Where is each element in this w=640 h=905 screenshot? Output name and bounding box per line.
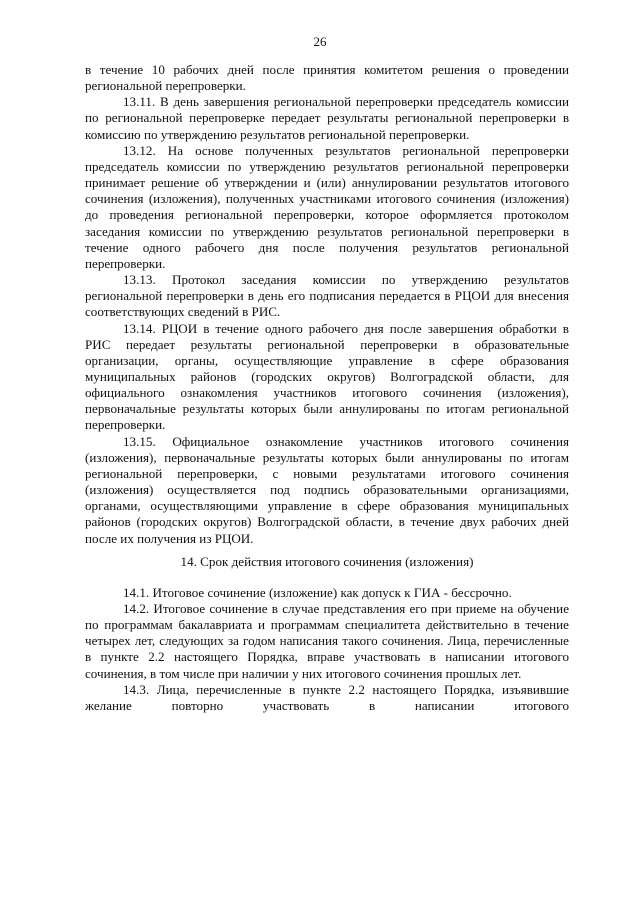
paragraph-continuation: в течение 10 рабочих дней после принятия комитетом решения о проведении региональной перепроверки. [85,62,569,94]
paragraph-13-12: 13.12. На основе полученных результатов региональной перепроверки председатель комиссии по утверждению результатов региональной перепроверки принимает решение об утверждении и (или) аннулировании результатов итогового сочинения (изложения), полученных участниками итогового сочинения (изложения) до проведения региональной перепроверки, которое оформляется протоколом заседания комиссии по утверждению результатов региональной перепроверки в течение одного рабочего дня после получения результатов региональной перепроверки. [85,142,569,271]
page-number: 26 [313,34,327,49]
paragraph-13-11: 13.11. В день завершения региональной перепроверки председатель комиссии по региональной перепроверке передает результаты региональной перепроверки в комиссию по утверждению результатов региональной перепроверки. [85,94,569,142]
section-heading: 14. Срок действия итогового сочинения (изложения) [180,553,474,569]
paragraph-14-1: 14.1. Итоговое сочинение (изложение) как допуск к ГИА - бессрочно. [123,584,512,600]
paragraph-13-14: 13.14. РЦОИ в течение одного рабочего дня после завершения обработки в РИС передает результаты региональной перепроверки в образовательные организации, органы, осуществляющие управление в сфере образования муниципальных районов (городских округов) Волгоградской области, для официального ознакомления участников итогового сочинения (изложения), первоначальные результаты которых были аннулированы по итогам региональной перепроверки. [85,320,569,433]
paragraph-13-15: 13.15. Официальное ознакомление участников итогового сочинения (изложения), первоначальные результаты которых были аннулированы по итогам региональной перепроверки, с новыми результатами итогового сочинения (изложения) осуществляется под подпись образовательными организациями, органами, осуществляющими управление в сфере образования муниципальных районов (городских округов) Волгоградской области, в течение двух рабочих дней после их получения из РЦОИ. [85,433,569,546]
paragraph-14-3: 14.3. Лица, перечисленные в пункте 2.2 настоящего Порядка, изъявившие желание повторно участвовать в написании итогового [85,681,569,713]
paragraph-13-13: 13.13. Протокол заседания комиссии по утверждению результатов региональной перепроверки в день его подписания передается в РЦОИ для внесения соответствующих сведений в РИС. [85,272,569,320]
paragraph-14-2: 14.2. Итоговое сочинение в случае представления его при приеме на обучение по программам бакалавриата и программам специалитета действительно в течение четырех лет, следующих за годом написания такого сочинения. Лица, перечисленные в пункте 2.2 настоящего Порядка, вправе участвовать в написании итогового сочинения, в том числе при наличии у них итогового сочинения прошлых лет. [85,601,569,681]
document-body [85,62,569,714]
